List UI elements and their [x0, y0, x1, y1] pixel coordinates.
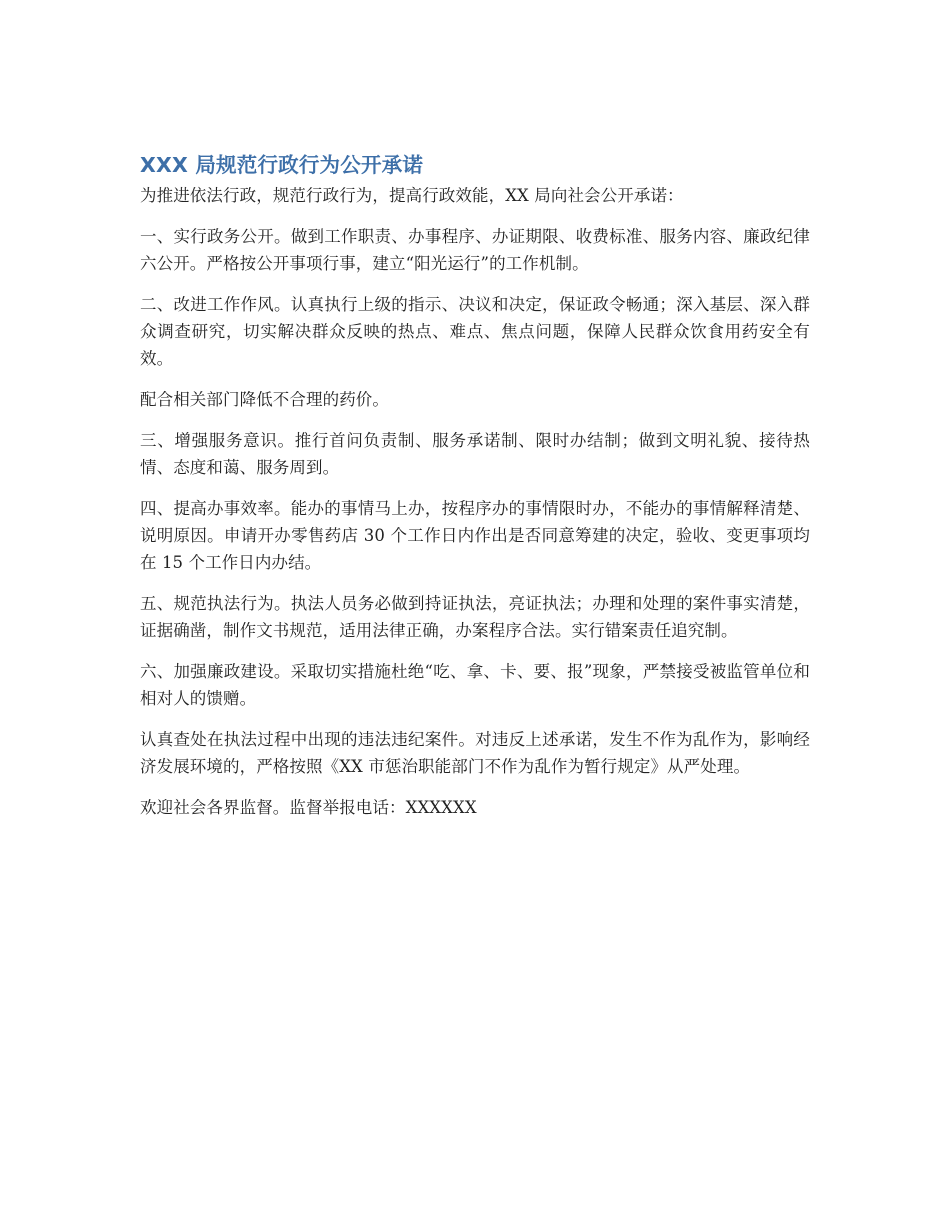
- commitment-3-paragraph: 三、增强服务意识。推行首问负责制、服务承诺制、限时办结制；做到文明礼貌、接待热情、态度和蔼、服务周到。: [140, 431, 810, 477]
- document-title: XXX 局规范行政行为公开承诺: [140, 153, 424, 177]
- commitment-2-paragraph: 二、改进工作作风。认真执行上级的指示、决议和决定，保证政令畅通；深入基层、深入群众调查研究，切实解决群众反映的热点、难点、焦点问题，保障人民群众饮食用药安全有效。: [140, 295, 810, 368]
- commitment-5-paragraph: 五、规范执法行为。执法人员务必做到持证执法，亮证执法；办理和处理的案件事实清楚，证据确凿，制作文书规范，适用法律正确，办案程序合法。实行错案责任追究制。: [140, 594, 810, 640]
- commitment-6-paragraph: 六、加强廉政建设。采取切实措施杜绝“吃、拿、卡、要、报”现象，严禁接受被监管单位和相对人的馈赠。: [140, 662, 810, 708]
- intro-paragraph: 为推进依法行政，规范行政行为，提高行政效能，XX 局向社会公开承诺：: [140, 186, 684, 205]
- commitment-4-paragraph: 四、提高办事效率。能办的事情马上办，按程序办的事情限时办，不能办的事情解释清楚、说明原因。申请开办零售药店 30 个工作日内作出是否同意筹建的决定，验收、变更事项均在 15 个工作日内办结。: [140, 499, 810, 572]
- commitment-1-paragraph: 一、实行政务公开。做到工作职责、办事程序、办证期限、收费标准、服务内容、廉政纪律六公开。严格按公开事项行事，建立“阳光运行”的工作机制。: [140, 227, 810, 273]
- document-body: [140, 150, 810, 835]
- enforcement-paragraph: 认真查处在执法过程中出现的违法违纪案件。对违反上述承诺，发生不作为乱作为，影响经济发展环境的，严格按照《XX 市惩治职能部门不作为乱作为暂行规定》从严处理。: [140, 730, 810, 776]
- drug-price-paragraph: 配合相关部门降低不合理的药价。: [140, 390, 389, 409]
- contact-paragraph: 欢迎社会各界监督。监督举报电话：XXXXXX: [140, 798, 477, 817]
